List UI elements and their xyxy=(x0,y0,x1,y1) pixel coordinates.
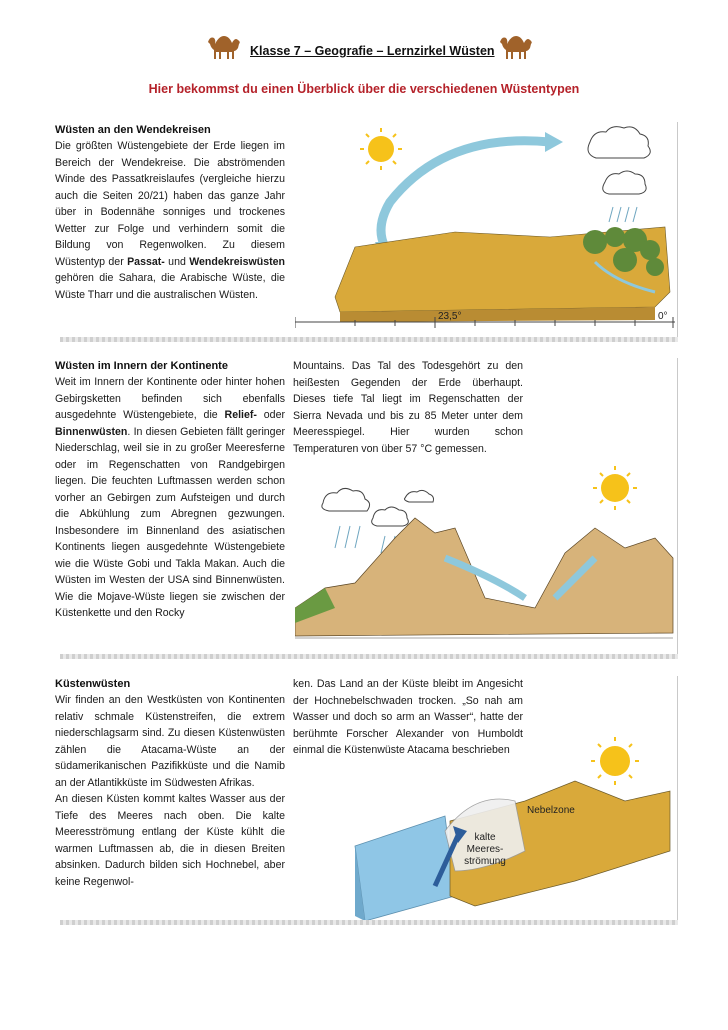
section-inland-deserts xyxy=(55,358,678,654)
section-text: Die größten Wüstengebiete der Erde liegen im Bereich der Wendekreise. Die abströmenden Winde des Passatkreislaufes (vergleiche hierzu auch die Seiten 20/21) haben das ganze Jahr über in Bodennähe sonniges und trockenes Wetter zur Folge und verhindern somit die Bildung von Regenwolken. Zu diesem Wüstentyp der Passat- und Wendekreiswüsten gehören die Sahara, die Arabische Wüste, die Wüste Tharr und die australischen Wüsten. xyxy=(55,140,286,301)
section-tropical-deserts xyxy=(55,122,678,337)
sun-icon xyxy=(591,737,639,785)
section-text: Weit im Innern der Kontinente oder hinter hohen Gebirgsketten befinden sich ebenfalls ausgedehnte Wüstengebiete, die Relief- oder Binnenwüsten. In diesen Gebieten fällt geringer Niederschlag, weil sie in zu großer Meeresferne oder im Regenschatten von Randgebirgen liegen. Die feuchten Luftmassen werden schon vorher an Gebirgen zum Aufsteigen und durch die Abkühlung zum Abregnen gezwungen. Insbesondere im Binnenland des asiatischen Kontinents liegen ausgedehnte Wüstengebiete wie die Wüste Gobi und Takla Makan. Auch die Wüsten im Westen der USA sind Binnenwüsten. Wie die Mojave-Wüste liegen sie zwischen der Küstenkette und den Rocky xyxy=(55,376,285,619)
sun-icon xyxy=(360,128,402,170)
section-divider xyxy=(60,654,678,659)
scale-label-tropic: 23,5° xyxy=(438,311,462,322)
header xyxy=(0,30,728,60)
sun-icon xyxy=(593,466,637,510)
cloud-icon xyxy=(588,127,650,194)
section-text-right: ken. Das Land an der Küste bleibt im Angesicht der Hochnebelschwaden trocken. „So nah am Wasser und doch so arm an Wasser“, hatte der berühmte Forscher Alexander von Humboldt einmal die Küstenwüste Atacama beschrieben xyxy=(293,678,523,756)
page-subtitle: Hier bekommst du einen Überblick über die verschiedenen Wüstentypen xyxy=(148,82,580,96)
section-title: Küstenwüsten xyxy=(55,678,131,690)
label-fog-zone: Nebelzone xyxy=(527,805,575,816)
scale-label-equator: 0° xyxy=(658,311,668,322)
illustration-coastal-desert xyxy=(325,721,675,921)
section-text: An diesen Küsten kommt kaltes Wasser aus der Tiefe des Meeres nach oben. Die kalte Meeresströmung entlang der Küste kühlt die warmen Luftmassen ab, die in diesen Breiten absinken. Dadurch bilden sich Hochnebel, aber keine Regenwol- xyxy=(55,793,285,888)
illustration-trade-wind-desert xyxy=(295,122,675,328)
arrow-icon xyxy=(381,141,550,247)
camel-icon xyxy=(497,30,535,60)
section-text: Wir finden an den Westküsten von Kontinenten relativ schmale Küstenstreifen, die extrem niederschlagsarm sind. Zu diesen Küstenwüsten zählen die Atacama-Wüste an der südamerikanischen Pazifikküste und die Namib an der Atlantikküste im Südwesten Afrikas. xyxy=(55,694,285,789)
section-text-right: Mountains. Das Tal des Todesgehört zu den heißesten Gegenden der Erde überhaupt. Dieses tiefe Tal liegt im Regenschatten der Sierra Nevada und bis zu 85 Meter unter dem Meeresspiegel. Hier wurden schon Temperaturen von über 57 °C gemessen. xyxy=(293,360,523,455)
section-divider xyxy=(60,920,678,925)
section-title: Wüsten an den Wendekreisen xyxy=(55,124,211,136)
rain-icon xyxy=(609,207,637,222)
illustration-rain-shadow-desert xyxy=(295,458,675,643)
section-title: Wüsten im Innern der Kontinente xyxy=(55,360,228,372)
section-divider xyxy=(60,337,678,342)
page-title: Klasse 7 – Geografie – Lernzirkel Wüsten xyxy=(250,44,495,58)
section-coastal-deserts xyxy=(55,676,678,920)
label-cold-current: kalte Meeres- strömung xyxy=(464,832,506,867)
camel-icon xyxy=(205,30,243,60)
